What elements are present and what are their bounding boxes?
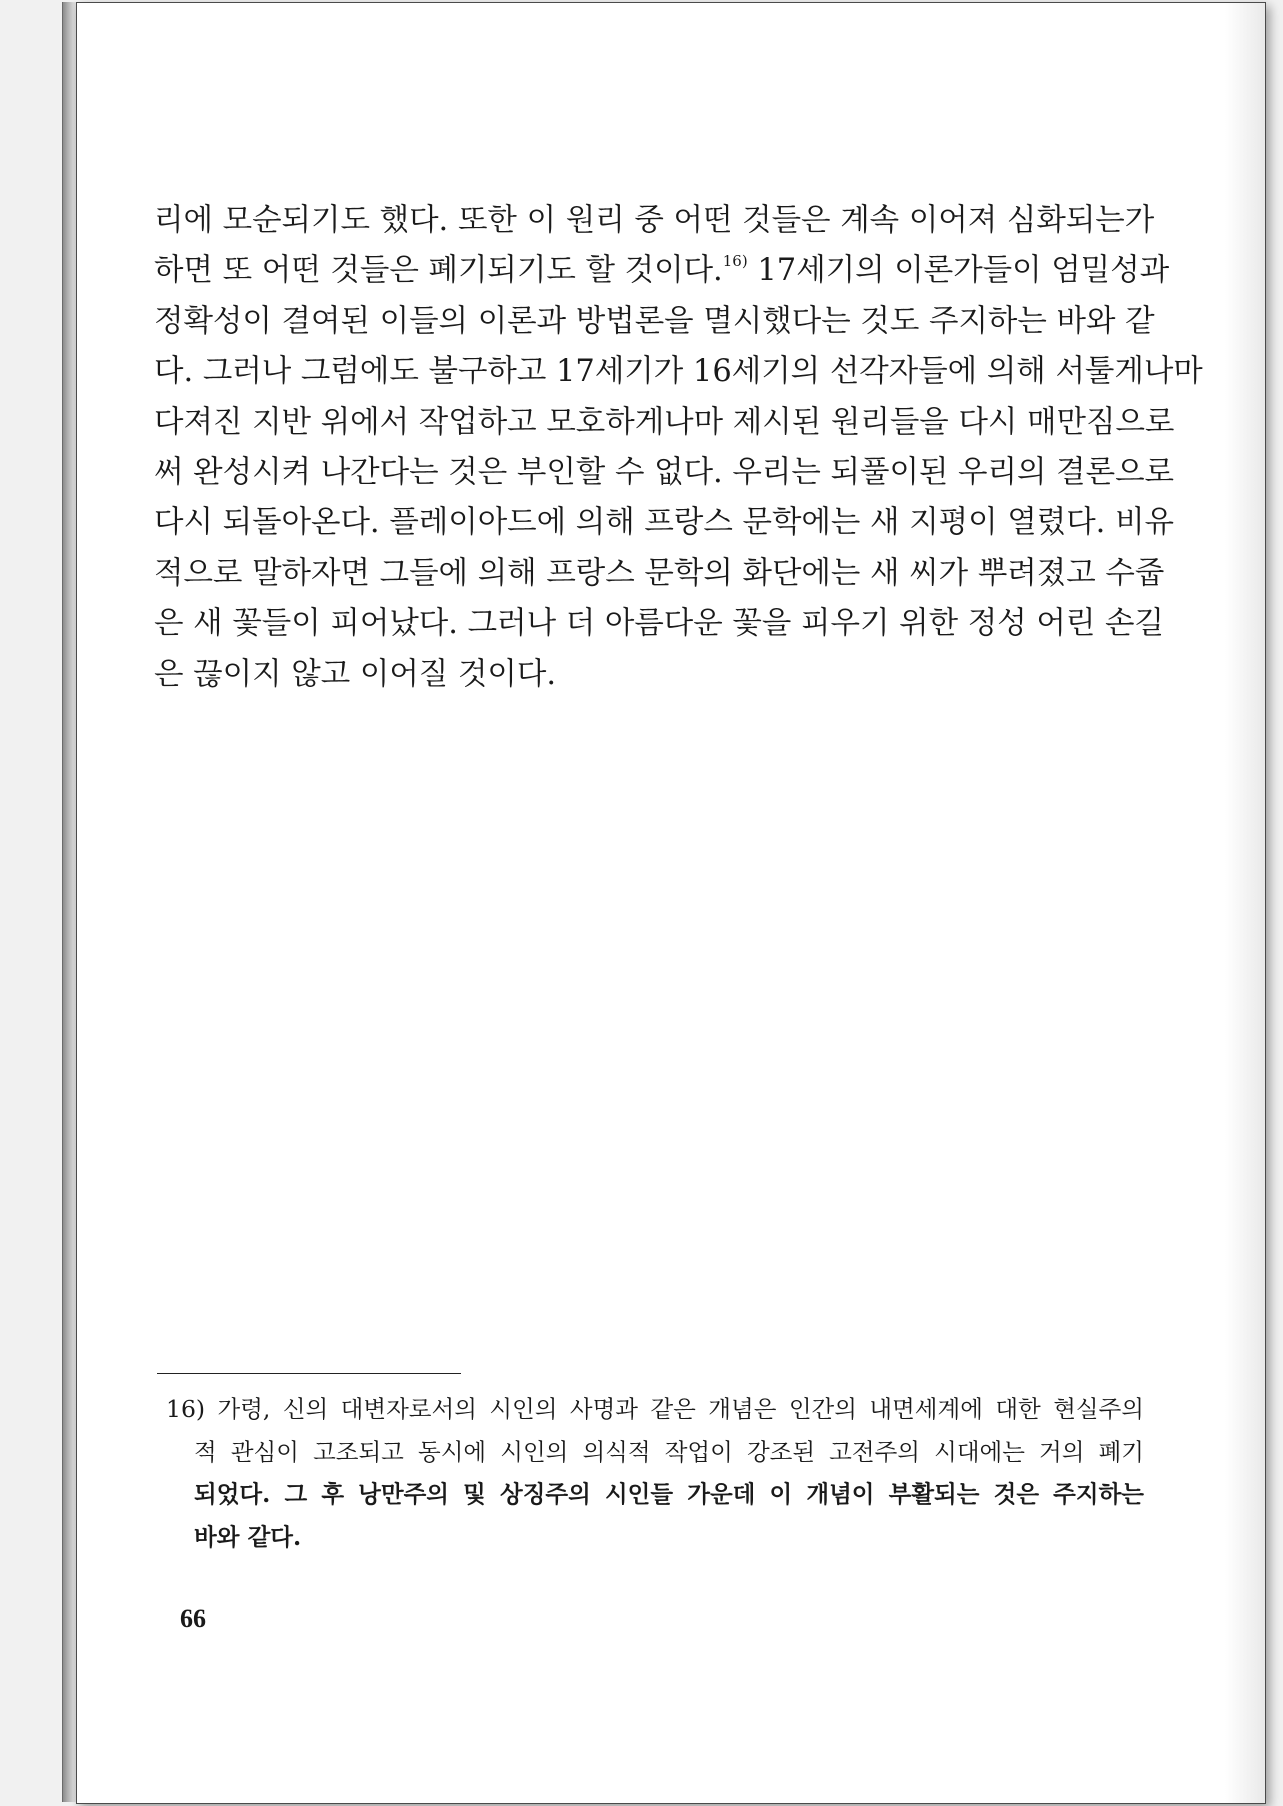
footnote-16 xyxy=(166,1388,1144,1558)
footnote-divider xyxy=(157,1373,461,1374)
paragraph-line: 다. 그러나 그럼에도 불구하고 17세기가 16세기의 선각자들에 의해 서툴게나마 xyxy=(154,354,1203,390)
footnote-line: 적 관심이 고조되고 동시에 시인의 의식적 작업이 강조된 고전주의 시대에는 거의 폐기 xyxy=(194,1437,1144,1466)
paragraph-line: 리에 모순되기도 했다. 또한 이 원리 중 어떤 것들은 계속 이어져 심화되는가 xyxy=(154,203,1155,238)
paragraph-line: 써 완성시켜 나간다는 것은 부인할 수 없다. 우리는 되풀이된 우리의 결론으로 xyxy=(154,454,1174,490)
page-number: 66 xyxy=(180,1604,206,1633)
paragraph-line: 적으로 말하자면 그들에 의해 프랑스 문학의 화단에는 새 씨가 뿌려졌고 수줍 xyxy=(154,555,1165,591)
footnote-line: 되었다. 그 후 낭만주의 및 상징주의 시인들 가운데 이 개념이 부활되는 것은 주지하는 xyxy=(194,1480,1144,1508)
paragraph-line: 다져진 지반 위에서 작업하고 모호하게나마 제시된 원리들을 다시 매만짐으로 xyxy=(154,404,1175,440)
paragraph-line: 다시 되돌아온다. 플레이아드에 의해 프랑스 문학에는 새 지평이 열렸다. 비유 xyxy=(154,505,1174,541)
paragraph-line: 은 새 꽃들이 피어났다. 그러나 더 아름다운 꽃을 피우기 위한 정성 어린 손길 xyxy=(154,606,1164,642)
paragraph-line xyxy=(154,246,1170,296)
page-edge-shading xyxy=(1225,3,1265,1803)
footnote-reference[interactable]: 16) xyxy=(722,252,748,271)
paragraph-line: 정확성이 결여된 이들의 이론과 방법론을 멸시했다는 것도 주지하는 바와 같 xyxy=(154,303,1155,339)
paragraph-line-text: 17세기의 이론가들이 엄밀성과 xyxy=(747,253,1170,289)
main-paragraph xyxy=(154,196,1203,700)
footnote-line: 바와 같다. xyxy=(194,1522,302,1551)
paragraph-line-text: 하면 또 어떤 것들은 폐기되기도 할 것이다. xyxy=(154,253,723,289)
footnote-line: 16) 가령, 신의 대변자로서의 시인의 사명과 같은 개념은 인간의 내면세계에 대한 현실주의 xyxy=(166,1395,1144,1423)
paragraph-line: 은 끊이지 않고 이어질 것이다. xyxy=(154,656,557,692)
